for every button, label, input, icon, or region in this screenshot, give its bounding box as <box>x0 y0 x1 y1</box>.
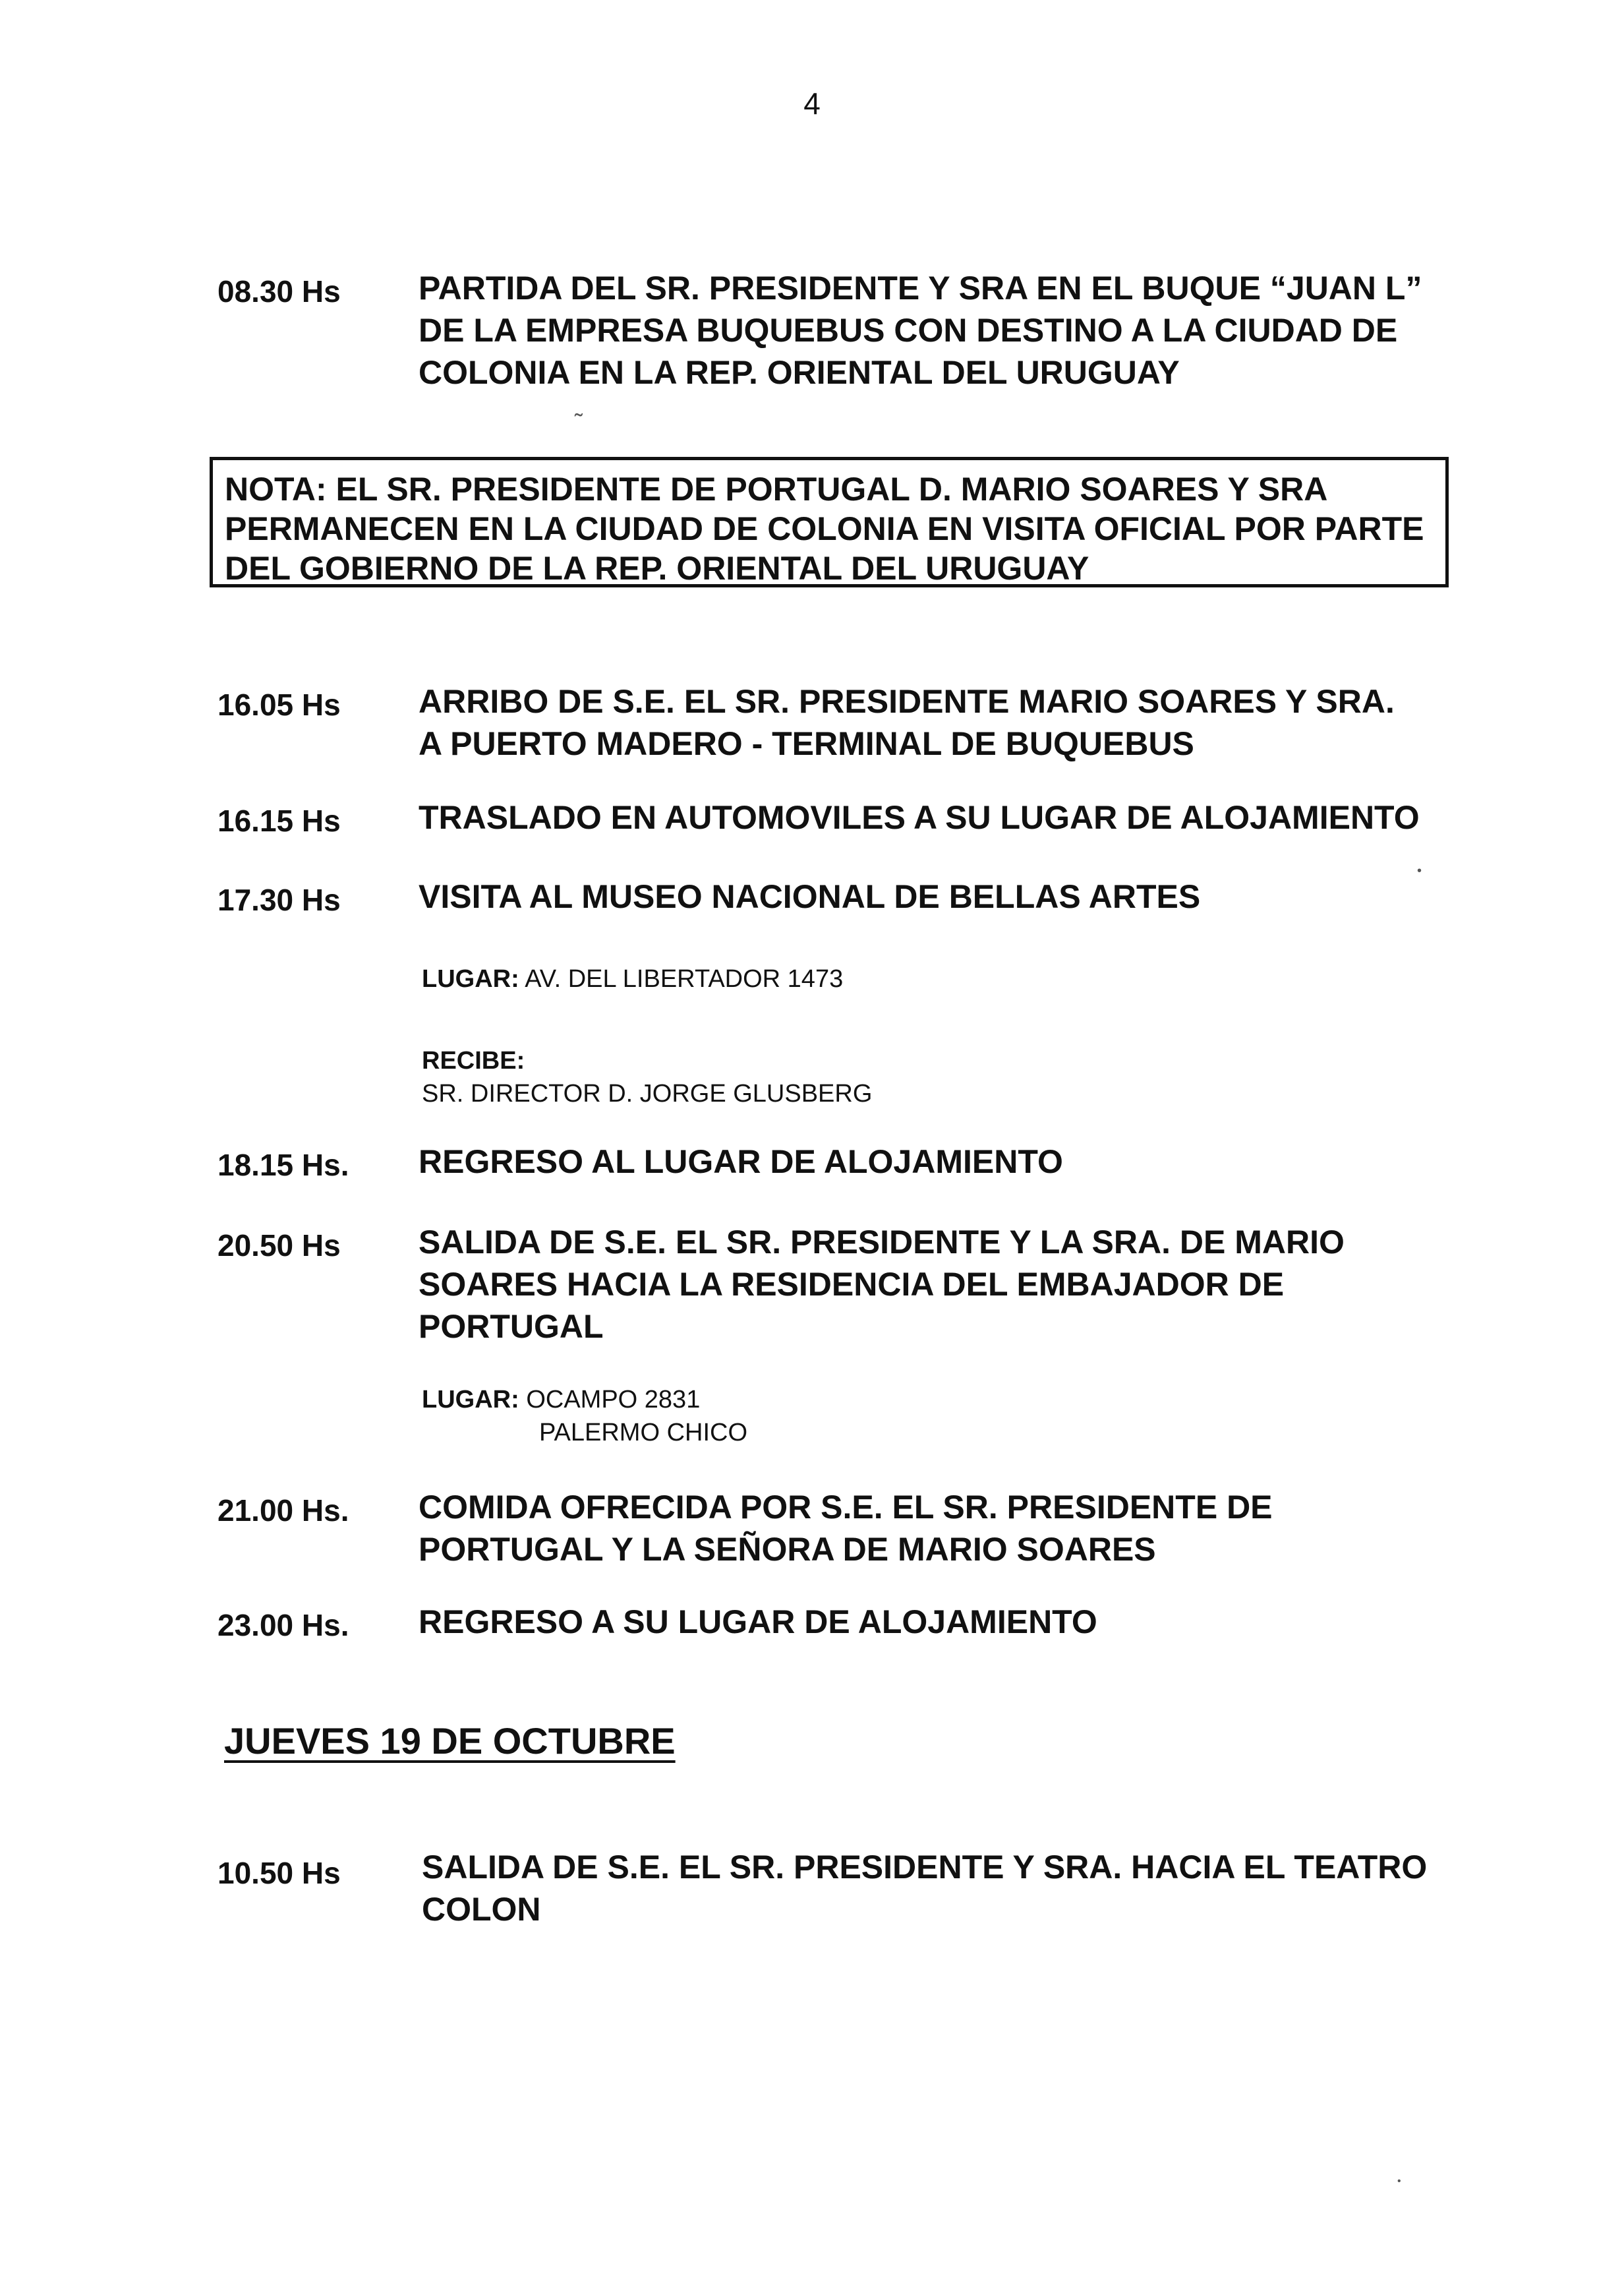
description-line: SALIDA DE S.E. EL SR. PRESIDENTE Y LA SRA. DE MARIO <box>419 1224 1345 1261</box>
page-number: 4 <box>803 86 821 121</box>
section-heading: JUEVES 19 DE OCTUBRE <box>224 1720 676 1762</box>
description-line: PARTIDA DEL SR. PRESIDENTE Y SRA EN EL BUQUE “JUAN L” <box>419 270 1422 307</box>
venue-label: LUGAR: <box>422 1386 519 1413</box>
entry-description <box>419 876 1486 918</box>
entry-time: 10.50 Hs <box>218 1856 341 1890</box>
description-line: ARRIBO DE S.E. EL SR. PRESIDENTE MARIO SOARES Y SRA. <box>419 683 1395 720</box>
host-value: SR. DIRECTOR D. JORGE GLUSBERG <box>422 1080 873 1108</box>
description-line: SALIDA DE S.E. EL SR. PRESIDENTE Y SRA. HACIA EL TEATRO <box>422 1849 1428 1886</box>
venue-value-2: PALERMO CHICO <box>539 1419 748 1446</box>
entry-time: 20.50 Hs <box>218 1228 341 1263</box>
description-line: A PUERTO MADERO - TERMINAL DE BUQUEBUS <box>419 725 1194 762</box>
entry-time: 23.00 Hs. <box>218 1608 349 1642</box>
entry-description <box>419 1486 1486 1570</box>
description-line: PORTUGAL <box>419 1308 604 1345</box>
note-box <box>210 457 1449 587</box>
scan-mark: • <box>1397 2176 1401 2187</box>
note-line: DEL GOBIERNO DE LA REP. ORIENTAL DEL URUGUAY <box>225 550 1089 587</box>
entry-time: 17.30 Hs <box>218 883 341 917</box>
entry-time: 16.05 Hs <box>218 688 341 722</box>
note-line: NOTA: EL SR. PRESIDENTE DE PORTUGAL D. MARIO SOARES Y SRA <box>225 471 1328 508</box>
entry-description <box>419 267 1486 394</box>
description-line: REGRESO AL LUGAR DE ALOJAMIENTO <box>419 1143 1063 1180</box>
description-line: VISITA AL MUSEO NACIONAL DE BELLAS ARTES <box>419 878 1201 915</box>
venue-label: LUGAR: <box>422 965 519 993</box>
scan-mark: ˜ <box>575 409 583 436</box>
description-line: SOARES HACIA LA RESIDENCIA DEL EMBAJADOR DE <box>419 1266 1285 1303</box>
venue-detail <box>422 963 1410 996</box>
entry-time: 16.15 Hs <box>218 804 341 838</box>
entry-description <box>419 1221 1486 1348</box>
venue-value: AV. DEL LIBERTADOR 1473 <box>525 965 844 993</box>
description-line: PORTUGAL Y LA SEÑORA DE MARIO SOARES <box>419 1531 1156 1568</box>
description-line: DE LA EMPRESA BUQUEBUS CON DESTINO A LA CIUDAD DE <box>419 312 1398 349</box>
description-line: COLONIA EN LA REP. ORIENTAL DEL URUGUAY <box>419 354 1180 391</box>
scan-mark: • <box>1417 864 1422 878</box>
entry-description <box>422 1846 1490 1930</box>
note-line: PERMANECEN EN LA CIUDAD DE COLONIA EN VISITA OFICIAL POR PARTE <box>225 510 1424 547</box>
venue-value: OCAMPO 2831 <box>526 1386 701 1413</box>
host-detail <box>422 1044 1410 1110</box>
description-line: REGRESO A SU LUGAR DE ALOJAMIENTO <box>419 1603 1097 1640</box>
entry-description <box>419 680 1486 765</box>
description-line: COMIDA OFRECIDA POR S.E. EL SR. PRESIDENTE DE <box>419 1489 1273 1526</box>
host-label: RECIBE: <box>422 1047 525 1075</box>
entry-time: 18.15 Hs. <box>218 1148 349 1182</box>
description-line: TRASLADO EN AUTOMOVILES A SU LUGAR DE ALOJAMIENTO <box>419 799 1420 836</box>
entry-time: 08.30 Hs <box>218 274 341 309</box>
entry-description <box>419 1601 1486 1643</box>
entry-description <box>419 1141 1486 1183</box>
description-line: COLON <box>422 1891 541 1928</box>
entry-time: 21.00 Hs. <box>218 1493 349 1528</box>
entry-description <box>419 796 1486 839</box>
venue-detail <box>422 1383 1410 1449</box>
